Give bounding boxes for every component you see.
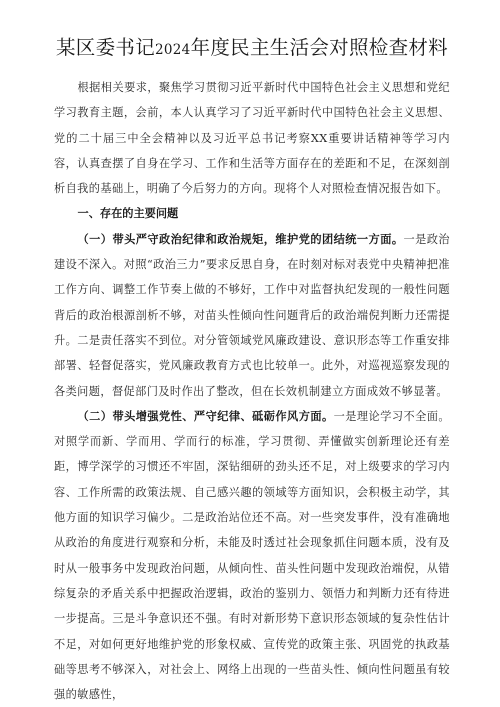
page-title <box>54 36 450 62</box>
item-body-2: 一是理论学习不全面。对照学而新、学而用、学而行的标准，学习贯彻、弄懂做实创新理论还有差距，博学深学的习惯还不牢固，深钻细研的劲头还不足，对上级要求的学习内容、工作所需的政策法规、自己感兴趣的领域等方面知识，会积极主动学，其他方面的知识学习偏少。二是政治站位还不高。对一些突发事件，没有准确地从政治的角度进行观察和分析，未能及时透过社会现象抓住问题本质，没有及时从一般事务中发现政治问题，从倾向性、苗头性问题中发现政治端倪，从错综复杂的矛盾关系中把握政治逻辑，政治的鉴别力、领悟力和判断力还有待进一步提高。三是斗争意识还不强。有时对新形势下意识形态领域的复杂性估计不足，对如何更好地维护党的形象权威、宣传党的政策主张、巩固党的执政基础等思考不够深入，对社会上、网络上出现的一些苗头性、倾向性问题虽有较强的敏感性， <box>54 409 450 702</box>
item-lead-2: （二）带头增强党性、严守纪律、砥砺作风方面。 <box>77 408 334 423</box>
item-body-1: 一是政治建设不深入。对照“政治三力”要求反思自身，在时刻对标对表党中央精神把准工作方向、调整工作节奏上做的不够好，工作中对监督执纪发现的一般性问题背后的政治根源剖析不够，对苗头性倾向性问题背后的政治端倪判断力还需提升。二是责任落实不到位。对分管领域党风廉政建设、意识形态等工作重安排部署、轻督促落实，党风廉政教育方式也比较单一。此外，对巡视巡察发现的各类问题，督促部门及时作出了整改，但在长效机制建立方面成效不够显著。 <box>54 232 450 398</box>
title-prefix: 某区委书记 <box>56 36 156 59</box>
item-lead-1: （一）带头严守政治纪律和政治规矩，维护党的团结统一方面。 <box>77 231 404 246</box>
title-year: 2024 <box>155 42 191 58</box>
section-heading: 一、存在的主要问题 <box>77 206 179 221</box>
intro-paragraph: 根据相关要求，聚焦学习贯彻习近平新时代中国特色社会主义思想和党纪学习教育主题，会前，本人认真学习了习近平新时代中国特色社会主义思想、党的二十届三中全会精神以及习近平总书记考察XX重要讲话精神等学习内容，认真查摆了自身在学习、工作和生活等方面存在的差距和不足，在深刻剖析自我的基础上，明确了今后努力的方向。现将个人对照检查情况报告如下。 <box>54 81 450 196</box>
item-paragraph-1 <box>54 227 450 404</box>
item-paragraph-2 <box>54 404 450 707</box>
title-suffix: 年度民主生活会对照检查材料 <box>190 36 448 59</box>
